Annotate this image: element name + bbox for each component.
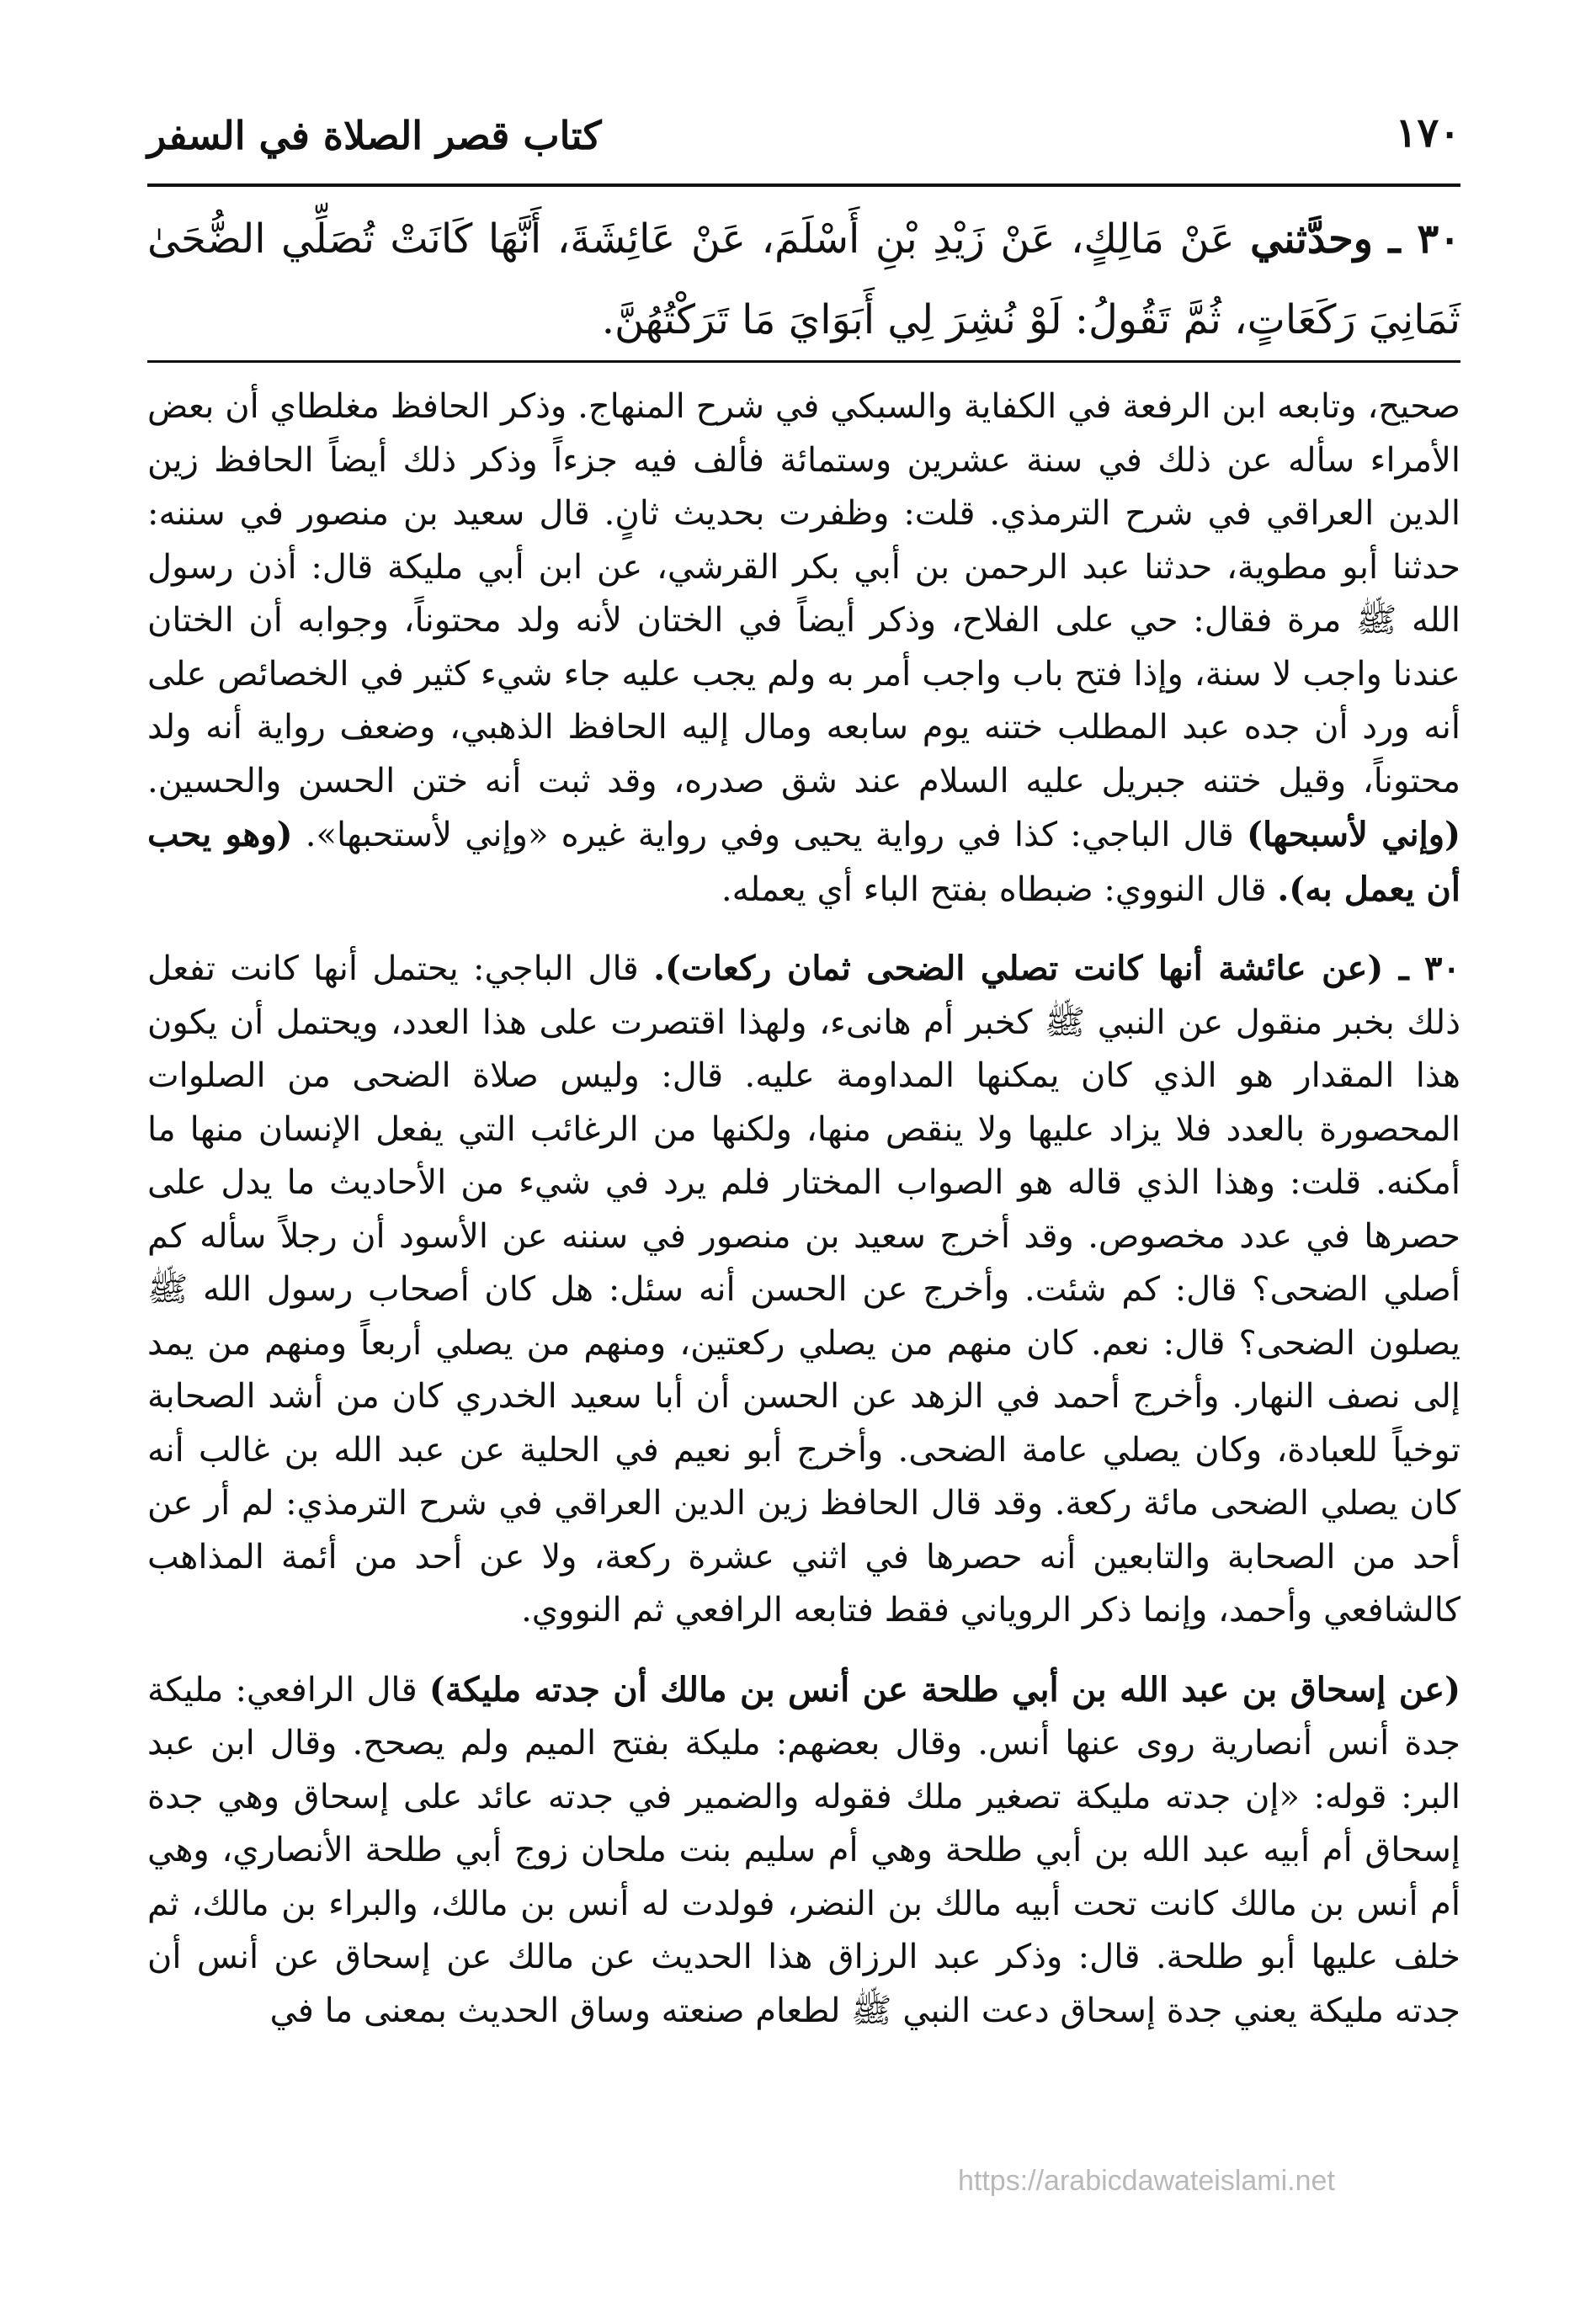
quoted-phrase: (وإني لأسبحها): [1247, 815, 1461, 854]
hadith-number: ٣٠ ـ: [1388, 215, 1460, 263]
header-rule: [147, 183, 1460, 187]
paragraph-heading: (عن إسحاق بن عبد الله بن أبي طلحة عن أنس بن مالك أن جدته مليكة): [428, 1669, 1461, 1709]
commentary-paragraph: [147, 1663, 1460, 2039]
separator-rule: [147, 360, 1460, 363]
watermark-url: https://arabicdawateislami.net: [958, 2165, 1335, 2197]
hadith-body: عَنْ مَالِكٍ، عَنْ زَيْدِ بْنِ أَسْلَمَ، عَنْ عَائِشَةَ، أَنَّهَا كَانَتْ تُصَلِّي الضُّحَىٰ ثَمَانِيَ رَكَعَاتٍ، ثُمَّ تَقُولُ: لَوْ نُشِرَ لِي أَبَوَايَ مَا تَرَكْتُهُنَّ.: [147, 215, 1460, 343]
paragraph-text: قال الباجي: يحتمل أنها كانت تفعل ذلك بخبر منقول عن النبي ﷺ كخبر أم هانىء، ولهذا اقتصرت على هذا العدد، ويحتمل أن يكون هذا المقدار هو الذي كان يمكنها المداومة عليه. قال: وليس صلاة الضحى من الصلوات المحصورة بالعدد فلا يزاد عليها ولا ينقص منها، ولكنها من الرغائب التي يفعل الإنسان منها ما أمكنه. قلت: وهذا الذي قاله هو الصواب المختار فلم يرد في شيء من الأحاديث ما يدل على حصرها في عدد مخصوص. وقد أخرج سعيد بن منصور في سننه عن الأسود أن رجلاً سأله كم أصلي الضحى؟ قال: كم شئت. وأخرج عن الحسن أنه سئل: هل كان أصحاب رسول الله ﷺ يصلون الضحى؟ قال: نعم. كان منهم من يصلي ركعتين، ومنهم من يصلي أربعاً ومنهم من يمد إلى نصف النهار. وأخرج أحمد في الزهد عن الحسن أن أبا سعيد الخدري كان من أشد الصحابة توخياً للعبادة، وكان يصلي عامة الضحى. وأخرج أبو نعيم في الحلية عن عبد الله بن غالب أنه كان يصلي الضحى مائة ركعة. وقد قال الحافظ زين الدين العراقي في شرح الترمذي: لم أر عن أحد من الصحابة والتابعين أنه حصرها في اثني عشرة ركعة، ولا عن أحد من أئمة المذاهب كالشافعي وأحمد، وإنما ذكر الروياني فقط فتابعه الرافعي ثم النووي.: [147, 949, 1461, 1630]
commentary-paragraph: [147, 942, 1460, 1638]
commentary-paragraph: [147, 380, 1460, 917]
commentary: [147, 380, 1460, 2063]
running-title: كتاب قصر الصلاة في السفر: [147, 113, 602, 158]
paragraph-text: صحيح، وتابعه ابن الرفعة في الكفاية والسبكي في شرح المنهاج. وذكر الحافظ مغلطاي أن بعض الأمراء سأله عن ذلك في سنة عشرين وستمائة فألف فيه جزءاً وذكر ذلك أيضاً الحافظ زين الدين العراقي في شرح الترمذي. قلت: وظفرت بحديث ثانٍ. قال سعيد بن منصور في سننه: حدثنا أبو مطوية، حدثنا عبد الرحمن بن أبي بكر القرشي، عن ابن أبي مليكة قال: أذن رسول الله ﷺ مرة فقال: حي على الفلاح، وذكر أيضاً في الختان لأنه ولد محتوناً، وجوابه أن الختان عندنا واجب لا سنة، وإذا فتح باب واجب أمر به ولم يجب عليه جاء شيء كثير في الخصائص على أنه ورد أن جده عبد المطلب ختنه يوم سابعه ومال إليه الحافظ الذهبي، وضعف رواية أنه ولد محتوناً، وقيل ختنه جبريل عليه السلام عند شق صدره، وقد ثبت أنه ختن الحسن والحسين.: [147, 387, 1461, 800]
paragraph-text: قال النووي: ضبطاه بفتح الباء أي يعمله.: [721, 869, 1267, 909]
quoted-phrase: (وهو يحب أن يعمل به).: [147, 815, 1460, 909]
paragraph-heading: ٣٠ ـ (عن عائشة أنها كانت تصلي الضحى ثمان ركعات).: [653, 949, 1461, 988]
hadith-lead: وحدَّثني: [1250, 215, 1373, 263]
hadith-text: [147, 199, 1460, 360]
paragraph-text: قال الباجي: كذا في رواية يحيى وفي رواية غيره «وإني لأستحبها».: [305, 816, 1234, 854]
paragraph-text: قال الرافعي: مليكة جدة أنس أنصارية روى عنها أنس. وقال بعضهم: مليكة بفتح الميم ولم يصحح. وقال ابن عبد البر: قوله: «إن جدته مليكة تصغير ملك فقوله والضمير في جدته عائد على إسحاق وهي جدة إسحاق أم أبيه عبد الله بن أبي طلحة وهي أم سليم بنت ملحان زوج أبي طلحة الأنصاري، وهي أم أنس بن مالك كانت تحت أبيه مالك بن النضر، فولدت له أنس بن مالك، والبراء بن مالك، ثم خلف عليها أبو طلحة. قال: وذكر عبد الرزاق هذا الحديث عن مالك عن إسحاق عن أنس أن جدته مليكة يعني جدة إسحاق دعت النبي ﷺ لطعام صنعته وساق الحديث بمعنى ما في: [147, 1670, 1460, 2030]
page-number: ١٧٠: [1395, 109, 1460, 157]
page-header: [147, 109, 1460, 185]
